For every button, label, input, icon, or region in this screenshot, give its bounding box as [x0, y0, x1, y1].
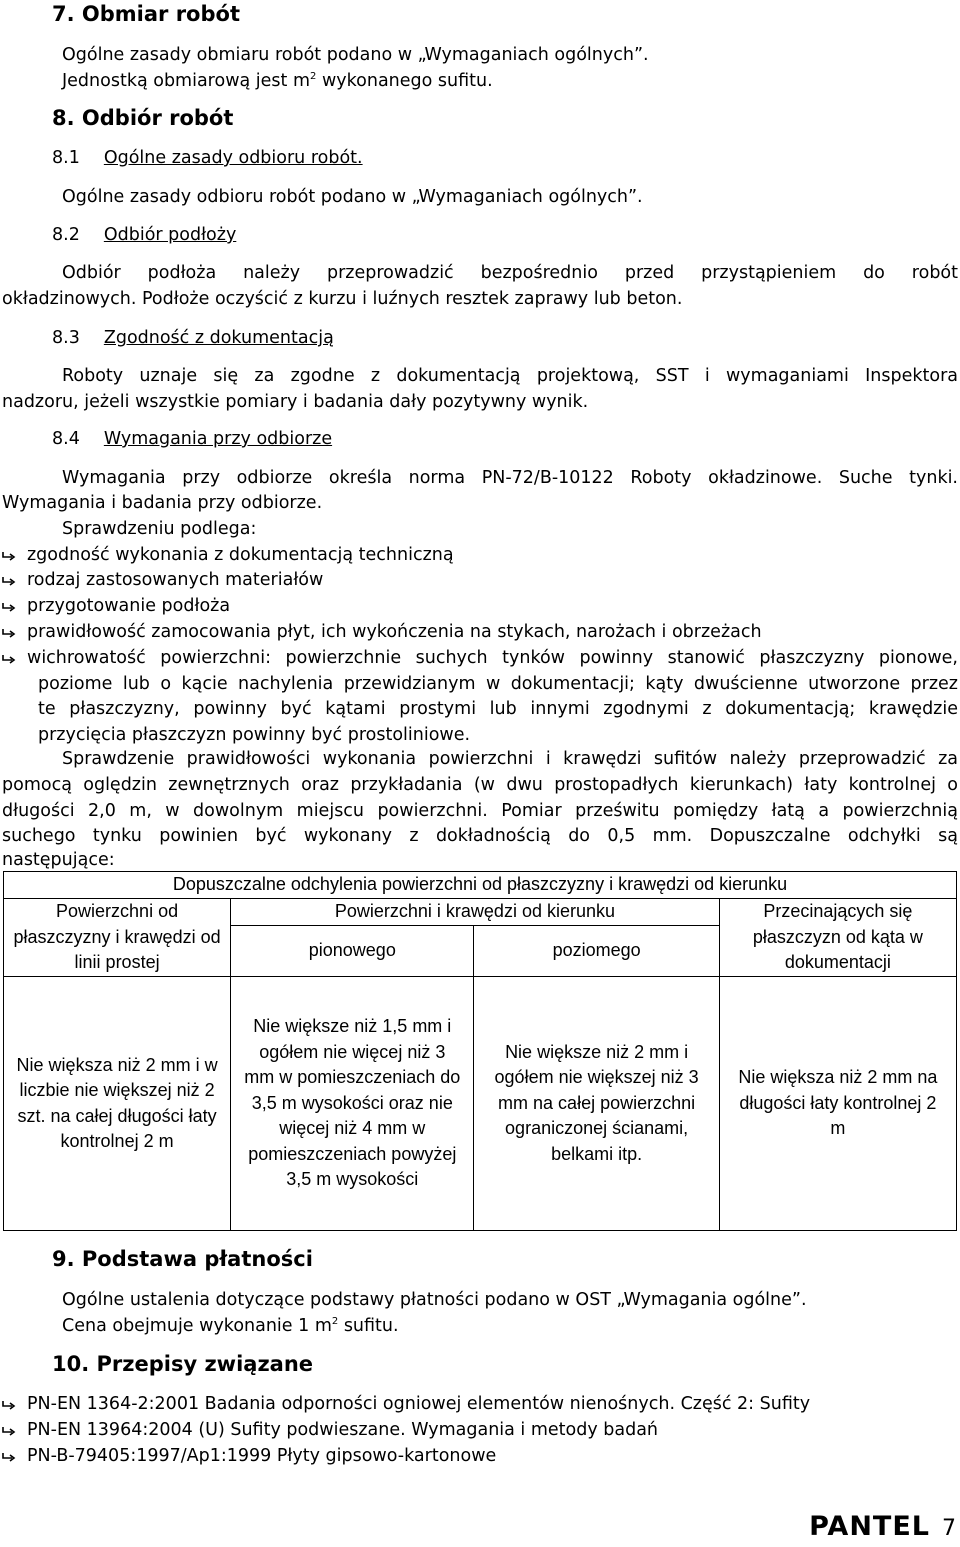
section-9-heading: 9. Podstawa płatności — [52, 1247, 313, 1271]
s8-2-line2: okładzinowych. Podłoże oczyścić z kurzu i luźnych resztek zaprawy lub beton. — [2, 289, 683, 309]
s9-line2: Cena obejmuje wykonanie 1 $m^2$ sufitu. — [62, 1316, 399, 1336]
deviation-table — [3, 871, 957, 1231]
s8-3-line2: nadzoru, jeżeli wszystkie pomiary i badania dały pozytywny wynik. — [2, 392, 589, 412]
col4-header: Przecinających się płaszczyzn od kąta w dokumentacji — [719, 899, 956, 977]
section-7-heading: 7. Obmiar robót — [52, 2, 240, 26]
section-10-heading: 10. Przepisy związane — [52, 1352, 314, 1376]
page-number: 7 — [942, 1516, 956, 1541]
arrow-bullet-icon — [2, 576, 16, 586]
page-footer — [809, 1511, 956, 1544]
check-item: rodzaj zastosowanych materiałów — [2, 568, 958, 594]
arrow-bullet-icon — [2, 654, 16, 664]
col2-subheader: pionowego — [231, 926, 474, 977]
regulation-item: PN-EN 13964:2004 (U) Sufity podwieszane. Wymagania i metody badań — [2, 1418, 958, 1444]
arrow-bullet-icon — [2, 551, 16, 561]
s8-3-line1: Roboty uznaje się za zgodne z dokumentacją projektową, SST i wymaganiami Inspektora — [62, 366, 958, 386]
table-cell: Nie większa niż 2 mm na długości łaty kontrolnej 2 m — [719, 977, 956, 1231]
arrow-bullet-icon — [2, 1400, 16, 1410]
subsection-8-2: 8.2 Odbiór podłoży — [52, 225, 237, 245]
s8-4-line2: Wymagania i badania przy odbiorze. — [2, 493, 323, 513]
para-line: następujące: — [2, 850, 115, 870]
subsection-8-3: 8.3 Zgodność z dokumentacją — [52, 328, 334, 348]
footer-brand: PANTEL — [809, 1511, 930, 1542]
check5-cont: przycięcia płaszczyzn powinny być prostoliniowe. — [38, 725, 471, 745]
para-line: pomocą oględzin zewnętrznych oraz przykładania (w dwu prostopadłych kierunkach) łaty kontrolnej o — [2, 775, 958, 795]
regulation-item: PN-B-79405:1997/Ap1:1999 Płyty gipsowo-kartonowe — [2, 1444, 958, 1470]
s9-line1: Ogólne ustalenia dotyczące podstawy płatności podano w OST „Wymagania ogólne”. — [62, 1290, 807, 1310]
check-intro: Sprawdzeniu podlega: — [62, 519, 257, 539]
s8-1-text: Ogólne zasady odbioru robót podano w „Wymaganiach ogólnych”. — [62, 187, 643, 207]
arrow-bullet-icon — [2, 1426, 16, 1436]
check5-cont: te płaszczyzny, powinny być kątami prostymi lub innymi zgodnymi z dokumentacją; krawędzie — [38, 699, 958, 719]
s7-line1: Ogólne zasady obmiaru robót podano w „Wymaganiach ogólnych”. — [62, 45, 649, 65]
section-8-heading: 8. Odbiór robót — [52, 106, 234, 130]
col1-header: Powierzchni od płaszczyzny i krawędzi od linii prostej — [4, 899, 231, 977]
check-item: przygotowanie podłoża — [2, 594, 958, 620]
col23-header: Powierzchni i krawędzi od kierunku — [231, 899, 720, 926]
arrow-bullet-icon — [2, 1452, 16, 1462]
table-cell: Nie większa niż 2 mm i w liczbie nie większej niż 2 szt. na całej długości łaty kontrolnej 2 m — [4, 977, 231, 1231]
check5-cont: poziome lub o kącie nachylenia przewidzianym w dokumentacji; kąty dwuścienne utworzone przez — [38, 674, 958, 694]
table-cell: Nie większe niż 2 mm i ogółem nie większej niż 3 mm na całej powierzchni ograniczonej ścianami, belkami itp. — [474, 977, 719, 1231]
check-item: prawidłowość zamocowania płyt, ich wykończenia na stykach, narożach i obrzeżach — [2, 620, 958, 646]
subsection-8-1: 8.1 Ogólne zasady odbioru robót. — [52, 148, 363, 168]
check-item: wichrowatość powierzchni: powierzchnie suchych tynków powinny stanowić płaszczyzny pionowe, — [2, 646, 958, 672]
s7-line2: Jednostką obmiarową jest $m^2$ wykonanego sufitu. — [62, 71, 493, 91]
col3-subheader: poziomego — [474, 926, 719, 977]
s8-2-line1: Odbiór podłoża należy przeprowadzić bezpośrednio przed przystąpieniem do robót — [62, 263, 958, 283]
para-line: Sprawdzenie prawidłowości wykonania powierzchni i krawędzi sufitów należy przeprowadzić za — [62, 749, 958, 769]
para-line: suchego tynku powinien być wykonany z dokładnością do 0,5 mm. Dopuszczalne odchyłki są — [2, 826, 958, 846]
s8-4-line1: Wymagania przy odbiorze określa norma PN-72/B-10122 Roboty okładzinowe. Suche tynki. — [62, 468, 958, 488]
arrow-bullet-icon — [2, 602, 16, 612]
table-title: Dopuszczalne odchylenia powierzchni od płaszczyzny i krawędzi od kierunku — [4, 872, 957, 899]
regulation-item: PN-EN 1364-2:2001 Badania odporności ogniowej elementów nienośnych. Część 2: Sufity — [2, 1392, 958, 1418]
table-cell: Nie większe niż 1,5 mm i ogółem nie więcej niż 3 mm w pomieszczeniach do 3,5 m wysokości oraz nie więcej niż 4 mm w pomieszczeniach powyżej 3,5 m wysokości — [231, 977, 474, 1231]
subsection-8-4: 8.4 Wymagania przy odbiorze — [52, 429, 333, 449]
para-line: długości 2,0 m, w dowolnym miejscu powierzchni. Pomiar prześwitu pomiędzy łatą a powierzchnią — [2, 801, 958, 821]
arrow-bullet-icon — [2, 628, 16, 638]
check-item: zgodność wykonania z dokumentacją techniczną — [2, 543, 958, 569]
